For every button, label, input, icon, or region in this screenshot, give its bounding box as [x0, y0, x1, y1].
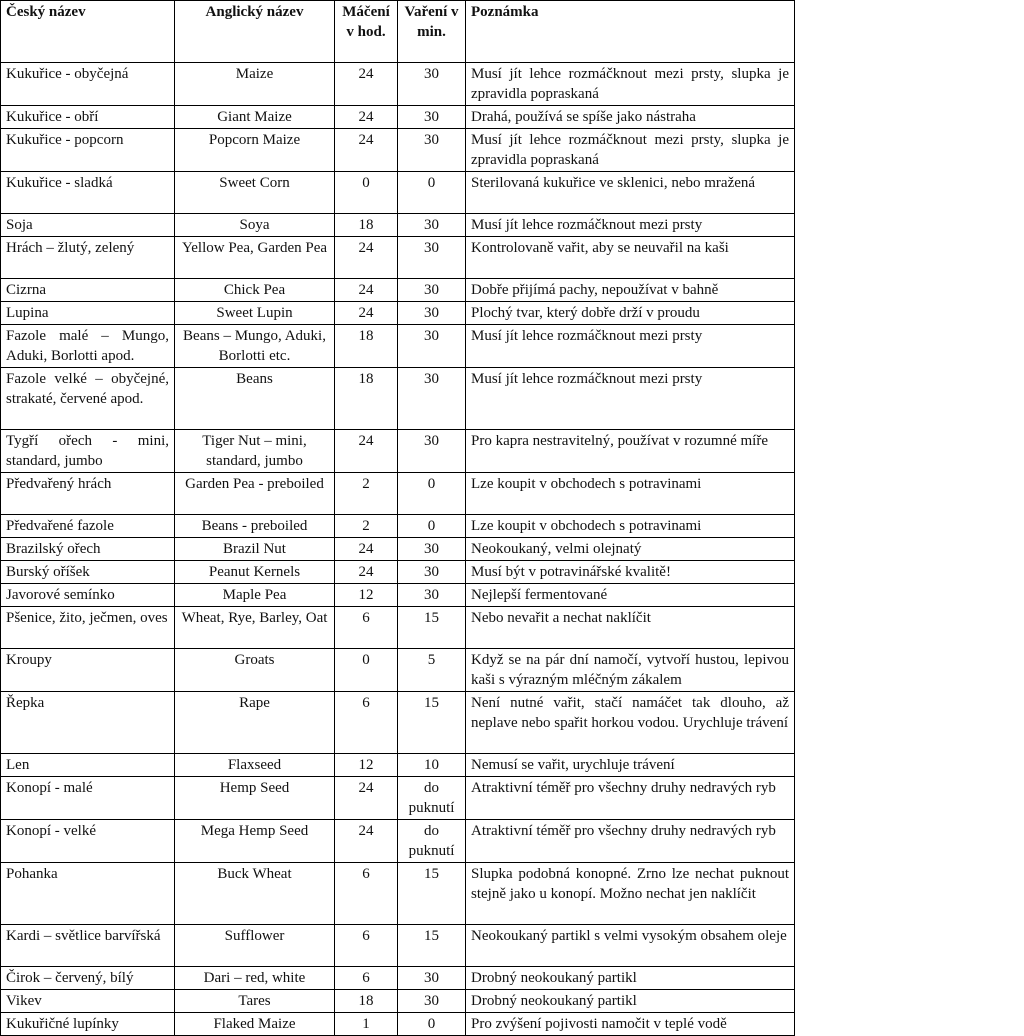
soaking-hours-cell: 0	[335, 172, 398, 214]
czech-name-cell: Cizrna	[1, 279, 175, 302]
english-name-cell: Wheat, Rye, Barley, Oat	[175, 607, 335, 649]
table-row	[1, 925, 795, 967]
cooking-minutes-cell: do puknutí	[398, 777, 466, 820]
cooking-minutes-cell: 0	[398, 515, 466, 538]
english-name-cell: Soya	[175, 214, 335, 237]
note-cell: Musí jít lehce rozmáčknout mezi prsty, slupka je zpravidla popraskaná	[466, 63, 795, 106]
cooking-minutes-cell: 0	[398, 172, 466, 214]
cooking-minutes-cell: 30	[398, 302, 466, 325]
note-cell: Pro zvýšení pojivosti namočit v teplé vodě	[466, 1013, 795, 1036]
english-name-cell: Peanut Kernels	[175, 561, 335, 584]
note-cell: Musí být v potravinářské kvalitě!	[466, 561, 795, 584]
english-name-cell: Beans - preboiled	[175, 515, 335, 538]
soaking-hours-cell: 24	[335, 430, 398, 473]
czech-name-cell: Kardi – světlice barvířská	[1, 925, 175, 967]
header-czech-name: Český název	[1, 1, 175, 63]
soaking-hours-cell: 0	[335, 649, 398, 692]
soaking-hours-cell: 24	[335, 302, 398, 325]
czech-name-cell: Lupina	[1, 302, 175, 325]
table-body	[1, 63, 795, 1036]
table-row	[1, 430, 795, 473]
header-cooking-minutes: Vaření v min.	[398, 1, 466, 63]
table-row	[1, 106, 795, 129]
czech-name-cell: Kukuřičné lupínky	[1, 1013, 175, 1036]
note-cell: Drobný neokoukaný partikl	[466, 967, 795, 990]
note-cell: Sterilovaná kukuřice ve sklenici, nebo mražená	[466, 172, 795, 214]
table-row	[1, 325, 795, 368]
note-cell: Atraktivní téměř pro všechny druhy nedravých ryb	[466, 777, 795, 820]
table-row	[1, 172, 795, 214]
czech-name-cell: Kukuřice - sladká	[1, 172, 175, 214]
czech-name-cell: Vikev	[1, 990, 175, 1013]
cooking-minutes-cell: 15	[398, 863, 466, 925]
english-name-cell: Sufflower	[175, 925, 335, 967]
soaking-hours-cell: 24	[335, 538, 398, 561]
czech-name-cell: Řepka	[1, 692, 175, 754]
cooking-minutes-cell: 10	[398, 754, 466, 777]
soaking-hours-cell: 2	[335, 473, 398, 515]
english-name-cell: Maple Pea	[175, 584, 335, 607]
soaking-hours-cell: 18	[335, 368, 398, 430]
english-name-cell: Hemp Seed	[175, 777, 335, 820]
czech-name-cell: Fazole velké – obyčejné, strakaté, červené apod.	[1, 368, 175, 430]
note-cell: Drobný neokoukaný partikl	[466, 990, 795, 1013]
note-cell: Atraktivní téměř pro všechny druhy nedravých ryb	[466, 820, 795, 863]
english-name-cell: Giant Maize	[175, 106, 335, 129]
note-cell: Slupka podobná konopné. Zrno lze nechat puknout stejně jako u konopí. Možno nechat jen naklíčit	[466, 863, 795, 925]
note-cell: Neokoukaný, velmi olejnatý	[466, 538, 795, 561]
english-name-cell: Brazil Nut	[175, 538, 335, 561]
czech-name-cell: Konopí - malé	[1, 777, 175, 820]
czech-name-cell: Kroupy	[1, 649, 175, 692]
table-row	[1, 754, 795, 777]
cooking-minutes-cell: 0	[398, 473, 466, 515]
table-row	[1, 302, 795, 325]
note-cell: Neokoukaný partikl s velmi vysokým obsahem oleje	[466, 925, 795, 967]
table-row	[1, 649, 795, 692]
czech-name-cell: Fazole malé – Mungo, Aduki, Borlotti apod.	[1, 325, 175, 368]
czech-name-cell: Předvařený hrách	[1, 473, 175, 515]
english-name-cell: Sweet Lupin	[175, 302, 335, 325]
czech-name-cell: Hrách – žlutý, zelený	[1, 237, 175, 279]
note-cell: Kontrolovaně vařit, aby se neuvařil na kaši	[466, 237, 795, 279]
note-cell: Lze koupit v obchodech s potravinami	[466, 515, 795, 538]
english-name-cell: Flaxseed	[175, 754, 335, 777]
note-cell: Nebo nevařit a nechat naklíčit	[466, 607, 795, 649]
english-name-cell: Tares	[175, 990, 335, 1013]
czech-name-cell: Předvařené fazole	[1, 515, 175, 538]
czech-name-cell: Javorové semínko	[1, 584, 175, 607]
table-row	[1, 63, 795, 106]
table-row	[1, 820, 795, 863]
soaking-hours-cell: 12	[335, 754, 398, 777]
table-row	[1, 584, 795, 607]
cooking-minutes-cell: 15	[398, 692, 466, 754]
czech-name-cell: Kukuřice - obyčejná	[1, 63, 175, 106]
english-name-cell: Dari – red, white	[175, 967, 335, 990]
cooking-minutes-cell: 30	[398, 538, 466, 561]
cooking-minutes-cell: 30	[398, 237, 466, 279]
english-name-cell: Flaked Maize	[175, 1013, 335, 1036]
soaking-hours-cell: 24	[335, 237, 398, 279]
czech-name-cell: Kukuřice - obří	[1, 106, 175, 129]
cooking-minutes-cell: 30	[398, 368, 466, 430]
note-cell: Nemusí se vařit, urychluje trávení	[466, 754, 795, 777]
cooking-minutes-cell: 5	[398, 649, 466, 692]
czech-name-cell: Burský oříšek	[1, 561, 175, 584]
english-name-cell: Garden Pea - preboiled	[175, 473, 335, 515]
czech-name-cell: Pohanka	[1, 863, 175, 925]
table-row	[1, 967, 795, 990]
table-row	[1, 515, 795, 538]
header-note: Poznámka	[466, 1, 795, 63]
table-row	[1, 538, 795, 561]
czech-name-cell: Len	[1, 754, 175, 777]
soaking-hours-cell: 18	[335, 214, 398, 237]
czech-name-cell: Tygří ořech - mini, standard, jumbo	[1, 430, 175, 473]
english-name-cell: Yellow Pea, Garden Pea	[175, 237, 335, 279]
note-cell: Musí jít lehce rozmáčknout mezi prsty, slupka je zpravidla popraskaná	[466, 129, 795, 172]
soaking-hours-cell: 2	[335, 515, 398, 538]
cooking-minutes-cell: 15	[398, 607, 466, 649]
table-row	[1, 863, 795, 925]
cooking-minutes-cell: 30	[398, 63, 466, 106]
cooking-minutes-cell: 30	[398, 561, 466, 584]
soaking-hours-cell: 6	[335, 967, 398, 990]
table-row	[1, 561, 795, 584]
soaking-hours-cell: 1	[335, 1013, 398, 1036]
soaking-hours-cell: 24	[335, 777, 398, 820]
cooking-minutes-cell: 30	[398, 430, 466, 473]
english-name-cell: Rape	[175, 692, 335, 754]
cooking-minutes-cell: 15	[398, 925, 466, 967]
soaking-hours-cell: 6	[335, 692, 398, 754]
cooking-minutes-cell: do puknutí	[398, 820, 466, 863]
english-name-cell: Chick Pea	[175, 279, 335, 302]
soaking-hours-cell: 24	[335, 63, 398, 106]
note-cell: Musí jít lehce rozmáčknout mezi prsty	[466, 325, 795, 368]
english-name-cell: Sweet Corn	[175, 172, 335, 214]
english-name-cell: Groats	[175, 649, 335, 692]
english-name-cell: Maize	[175, 63, 335, 106]
soaking-hours-cell: 24	[335, 106, 398, 129]
cooking-minutes-cell: 30	[398, 990, 466, 1013]
note-cell: Plochý tvar, který dobře drží v proudu	[466, 302, 795, 325]
english-name-cell: Beans – Mungo, Aduki, Borlotti etc.	[175, 325, 335, 368]
soaking-hours-cell: 24	[335, 129, 398, 172]
cooking-minutes-cell: 30	[398, 279, 466, 302]
note-cell: Drahá, používá se spíše jako nástraha	[466, 106, 795, 129]
table-row	[1, 214, 795, 237]
cooking-minutes-cell: 30	[398, 106, 466, 129]
czech-name-cell: Kukuřice - popcorn	[1, 129, 175, 172]
note-cell: Musí jít lehce rozmáčknout mezi prsty	[466, 368, 795, 430]
table-row	[1, 692, 795, 754]
english-name-cell: Tiger Nut – mini, standard, jumbo	[175, 430, 335, 473]
note-cell: Musí jít lehce rozmáčknout mezi prsty	[466, 214, 795, 237]
table-row	[1, 473, 795, 515]
cooking-minutes-cell: 30	[398, 129, 466, 172]
english-name-cell: Mega Hemp Seed	[175, 820, 335, 863]
soaking-hours-cell: 12	[335, 584, 398, 607]
czech-name-cell: Pšenice, žito, ječmen, oves	[1, 607, 175, 649]
soaking-hours-cell: 18	[335, 325, 398, 368]
note-cell: Pro kapra nestravitelný, používat v rozumné míře	[466, 430, 795, 473]
czech-name-cell: Brazilský ořech	[1, 538, 175, 561]
soaking-hours-cell: 6	[335, 607, 398, 649]
table-row	[1, 368, 795, 430]
header-english-name: Anglický název	[175, 1, 335, 63]
czech-name-cell: Čirok – červený, bílý	[1, 967, 175, 990]
cooking-minutes-cell: 30	[398, 584, 466, 607]
table-row	[1, 129, 795, 172]
table-row	[1, 237, 795, 279]
table-row	[1, 1013, 795, 1036]
table-row	[1, 607, 795, 649]
table-row	[1, 777, 795, 820]
note-cell: Lze koupit v obchodech s potravinami	[466, 473, 795, 515]
cooking-minutes-cell: 0	[398, 1013, 466, 1036]
soaking-hours-cell: 24	[335, 279, 398, 302]
cooking-minutes-cell: 30	[398, 325, 466, 368]
table-row	[1, 990, 795, 1013]
note-cell: Dobře přijímá pachy, nepoužívat v bahně	[466, 279, 795, 302]
table-row	[1, 279, 795, 302]
note-cell: Nejlepší fermentované	[466, 584, 795, 607]
english-name-cell: Popcorn Maize	[175, 129, 335, 172]
soaking-hours-cell: 24	[335, 561, 398, 584]
cooking-minutes-cell: 30	[398, 214, 466, 237]
note-cell: Když se na pár dní namočí, vytvoří hustou, lepivou kaši s výrazným mléčným zákalem	[466, 649, 795, 692]
soaking-hours-cell: 18	[335, 990, 398, 1013]
czech-name-cell: Soja	[1, 214, 175, 237]
table-header-row	[1, 1, 795, 63]
soaking-hours-cell: 24	[335, 820, 398, 863]
czech-name-cell: Konopí - velké	[1, 820, 175, 863]
header-soaking-hours: Máčení v hod.	[335, 1, 398, 63]
soaking-hours-cell: 6	[335, 863, 398, 925]
soaking-hours-cell: 6	[335, 925, 398, 967]
cooking-minutes-cell: 30	[398, 967, 466, 990]
note-cell: Není nutné vařit, stačí namáčet tak dlouho, až neplave nebo spařit horkou vodou. Urychluje trávení	[466, 692, 795, 754]
english-name-cell: Buck Wheat	[175, 863, 335, 925]
english-name-cell: Beans	[175, 368, 335, 430]
